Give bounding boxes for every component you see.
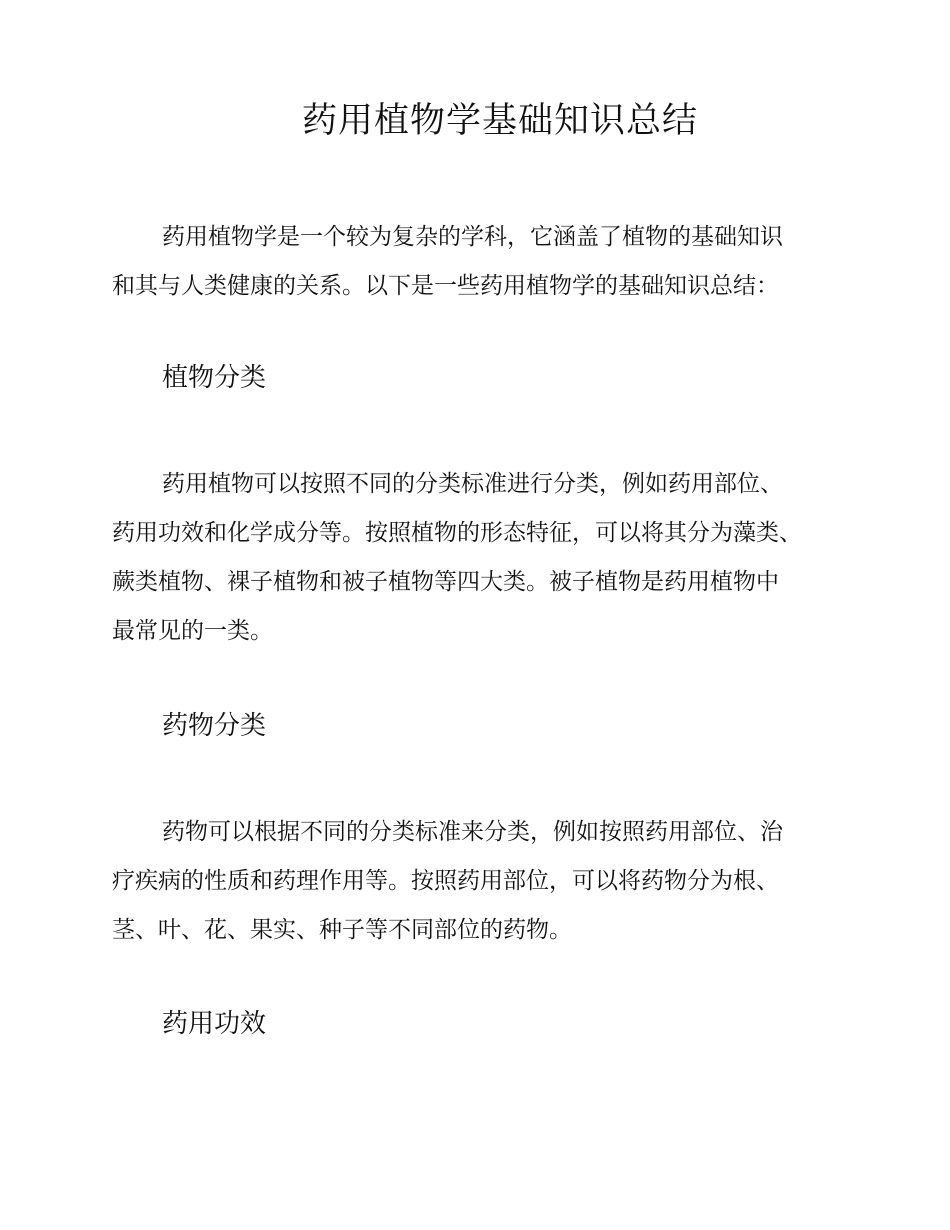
paragraph-line: 最常见的一类。 (112, 618, 273, 644)
paragraph-line: 药用植物学是一个较为复杂的学科，它涵盖了植物的基础知识 (162, 224, 783, 250)
paragraph-line: 疗疾病的性质和药理作用等。按照药用部位，可以将药物分为根、 (112, 868, 779, 894)
drug-classification-paragraph (112, 808, 862, 955)
section-heading-medicinal-efficacy: 药用功效 (162, 1009, 267, 1039)
section-heading-plant-classification: 植物分类 (162, 363, 267, 393)
paragraph-line: 药用植物可以按照不同的分类标准进行分类，例如药用部位、 (162, 471, 783, 497)
paragraph-line: 茎、叶、花、果实、种子等不同部位的药物。 (112, 917, 572, 943)
intro-paragraph (112, 213, 862, 311)
plant-classification-paragraph (112, 460, 862, 656)
paragraph-line: 药用功效和化学成分等。按照植物的形态特征，可以将其分为藻类、 (112, 520, 802, 546)
paragraph-line: 药物可以根据不同的分类标准来分类，例如按照药用部位、治 (162, 819, 783, 845)
paragraph-line: 蕨类植物、裸子植物和被子植物等四大类。被子植物是药用植物中 (112, 569, 779, 595)
paragraph-line: 和其与人类健康的关系。以下是一些药用植物学的基础知识总结： (112, 273, 779, 299)
section-heading-drug-classification: 药物分类 (162, 711, 267, 741)
page-title: 药用植物学基础知识总结 (301, 101, 698, 141)
